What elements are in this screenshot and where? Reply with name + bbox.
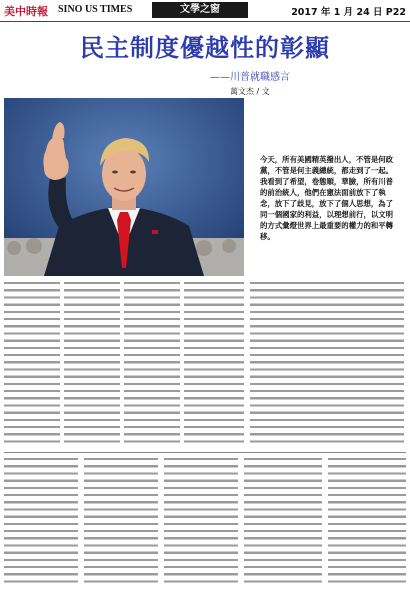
body-text-column-lower-4: [244, 458, 322, 584]
article-headline: 民主制度優越性的彰顯: [80, 34, 330, 62]
body-text-column-lower-2: [84, 458, 158, 584]
body-text-column-1: [4, 282, 60, 446]
newspaper-logo: 美中時報: [4, 5, 48, 18]
body-text-column-2: [64, 282, 120, 446]
body-text-column-right-upper: [250, 282, 404, 446]
body-text-column-lower-3: [164, 458, 238, 584]
section-divider: [4, 452, 406, 453]
issue-date: 2017 年 1 月 24 日 P22: [291, 7, 406, 18]
body-text-column-3: [124, 282, 180, 446]
photo-illustration: [4, 98, 244, 276]
article-subhead: ——川普就職感言: [210, 72, 290, 83]
section-label: 文學之窗: [152, 2, 248, 18]
pull-quote: 今天，所有美國精英撥出人，不管是何政黨，不管是何主義總統，都走到了一起。我看到了希望，卷態順，華臉，所有川普的前治統人，他們在憲法面前放下了執念，放下了歧見，放下了個人思想，為了同一個國家的利益，以理想前行，以文明的方式彙燈世界上最重要的權力的和平轉移。: [260, 155, 394, 241]
masthead: [0, 0, 410, 22]
article-photo: [4, 98, 244, 276]
body-text-column-lower-5: [328, 458, 406, 584]
body-text-column-4: [184, 282, 244, 446]
article-byline: 萬文杰 / 文: [230, 87, 270, 96]
newspaper-name-english: SINO US TIMES: [58, 4, 133, 15]
body-text-column-lower-1: [4, 458, 78, 584]
